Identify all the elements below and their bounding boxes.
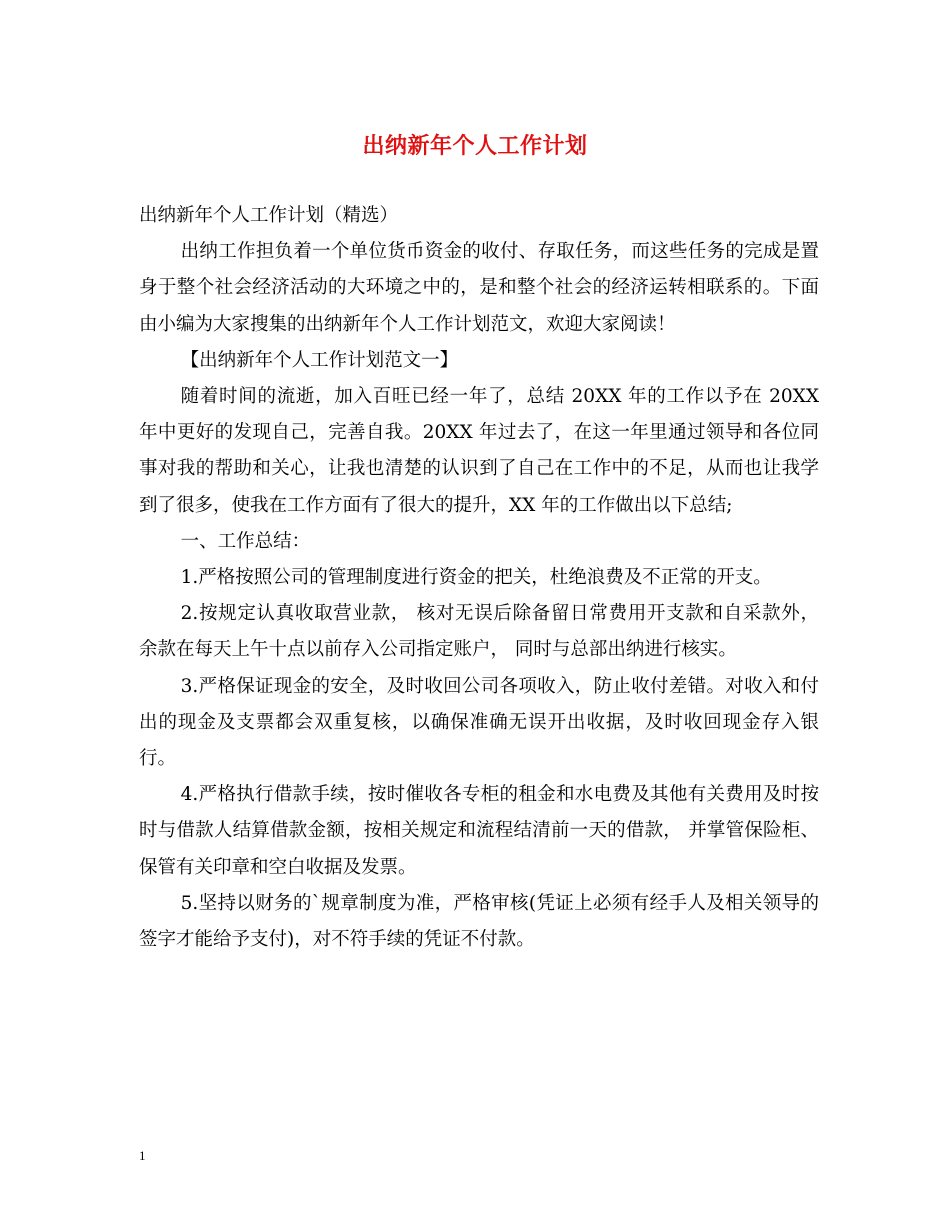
subtitle-paragraph: 出纳新年个人工作计划（精选）	[139, 205, 399, 226]
list-item-5: 5.坚持以财务的`规章制度为准，严格审核(凭证上必须有经手人及相关领导的签字才能给予支付)，对不符手续的凭证不付款。	[139, 892, 819, 951]
section-heading: 【出纳新年个人工作计划范文一】	[180, 349, 459, 371]
body-paragraph: 随着时间的流逝，加入百旺已经一年了，总结 20XX 年的工作以予在 20XX 年中更好的发现自己，完善自我。20XX 年过去了，在这一年里通过领导和各位同事对我的帮助和关心，让我也清楚的认识到了自己在工作中的不足，从而也让我学到了很多，使我在工作方面有了很大的提升，XX 年的工作做出以下总结;	[139, 386, 819, 516]
list-item-3: 3.严格保证现金的安全，及时收回公司各项收入，防止收付差错。对收入和付出的现金及支票都会双重复核，以确保准确无误开出收据，及时收回现金存入银行。	[139, 675, 819, 770]
document-title: 出纳新年个人工作计划	[362, 133, 588, 159]
document-body	[139, 198, 819, 958]
intro-paragraph: 出纳工作担负着一个单位货币资金的收付、存取任务，而这些任务的完成是置身于整个社会经济活动的大环境之中的，是和整个社会的经济运转相联系的。下面由小编为大家搜集的出纳新年个人工作计划范文，欢迎大家阅读！	[139, 241, 819, 335]
list-item-4: 4.严格执行借款手续，按时催收各专柜的租金和水电费及其他有关费用及时按时与借款人结算借款金额，按相关规定和流程结清前一天的借款， 并掌管保险柜、保管有关印章和空白收据及发票。	[139, 784, 819, 878]
subsection-heading: 一、工作总结：	[180, 530, 311, 552]
list-item-2: 2.按规定认真收取营业款， 核对无误后除备留日常费用开支款和自采款外， 余款在每天上午十点以前存入公司指定账户， 同时与总部出纳进行核实。	[139, 603, 819, 661]
page-number: 1	[139, 1148, 146, 1163]
list-item-1: 1.严格按照公司的管理制度进行资金的把关，杜绝浪费及不正常的开支。	[180, 567, 772, 589]
